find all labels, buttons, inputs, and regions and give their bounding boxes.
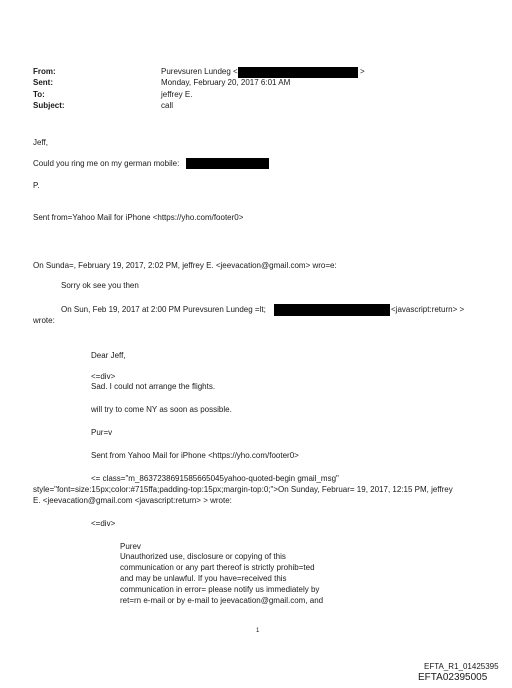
quoted-header-2: On Sun, Feb 19, 2017 at 2:00 PM Purevsuren Lundeg =lt; <box>61 305 266 314</box>
body-line-1: Could you ring me on my german mobile: <box>33 159 180 168</box>
purev-line: Purev <box>120 542 141 551</box>
quoted-header-1: On Sunda=, February 19, 2017, 2:02 PM, jeffrey E. <jeevacation@gmail.com> wro=e: <box>33 261 337 270</box>
sent-label: Sent: <box>33 78 53 87</box>
quoted-sorry: Sorry ok see you then <box>61 281 139 290</box>
javascript-return: <javascript:return> > <box>391 305 465 314</box>
subject-label: Subject: <box>33 101 65 110</box>
div-tag-1: <=div> <box>91 372 116 381</box>
greeting: Jeff, <box>33 138 48 147</box>
sad-line: Sad. I could not arrange the flights. <box>91 382 216 391</box>
from-value: Purevsuren Lundeg < <box>161 67 238 76</box>
wrote-label: wrote: <box>33 316 55 325</box>
from-label: From: <box>33 67 56 76</box>
subject-value: call <box>161 101 174 110</box>
style-line: style="font=size:15px;color:#715ffa;padding-top:15px;margin-top:0;">On Sunday, Februar= 19, 2017, 12:15 PM, jeffrey <box>33 485 453 494</box>
sent-yahoo-line: Sent from Yahoo Mail for iPhone <https://yho.com/footer0> <box>91 451 299 460</box>
page-number: 1 <box>256 628 260 634</box>
div-tag-2: <=div> <box>91 519 116 528</box>
disclaimer-line-3: and may be unlawful. If you have=received this <box>120 574 287 583</box>
will-try-line: will try to come NY as soon as possible. <box>91 405 232 414</box>
footer-id-1: EFTA_R1_01425395 <box>424 662 499 671</box>
redaction-box <box>238 67 358 78</box>
pur-line: Pur=v <box>91 428 113 437</box>
sent-value: Monday, February 20, 2017 6:01 AM <box>161 78 291 87</box>
footer-id-2: EFTA02395005 <box>418 672 488 683</box>
class-line: <= class="m_8637238691585665045yahoo-quoted-begin gmail_msg" <box>91 474 339 483</box>
redaction-box <box>274 304 390 316</box>
from-close: > <box>360 67 365 76</box>
disclaimer-line-5: ret=rn e-mail or by e-mail to jeevacation@gmail.com, and <box>120 596 324 605</box>
dear-line: Dear Jeff, <box>91 351 126 360</box>
to-label: To: <box>33 90 45 99</box>
redaction-box <box>186 158 269 169</box>
e-line: E. <jeevacation@gmail.com <javascript:return> > wrote: <box>33 496 232 505</box>
signoff: P. <box>33 181 40 190</box>
disclaimer-line-1: Unauthorized use, disclosure or copying of this <box>120 552 286 561</box>
to-value: jeffrey E. <box>161 90 193 99</box>
sent-from-line: Sent from=Yahoo Mail for iPhone <https://yho.com/footer0> <box>33 213 244 222</box>
disclaimer-line-2: communication or any part thereof is strictly prohib=ted <box>120 563 315 572</box>
disclaimer-line-4: communication in error= please notify us immediately by <box>120 585 320 594</box>
